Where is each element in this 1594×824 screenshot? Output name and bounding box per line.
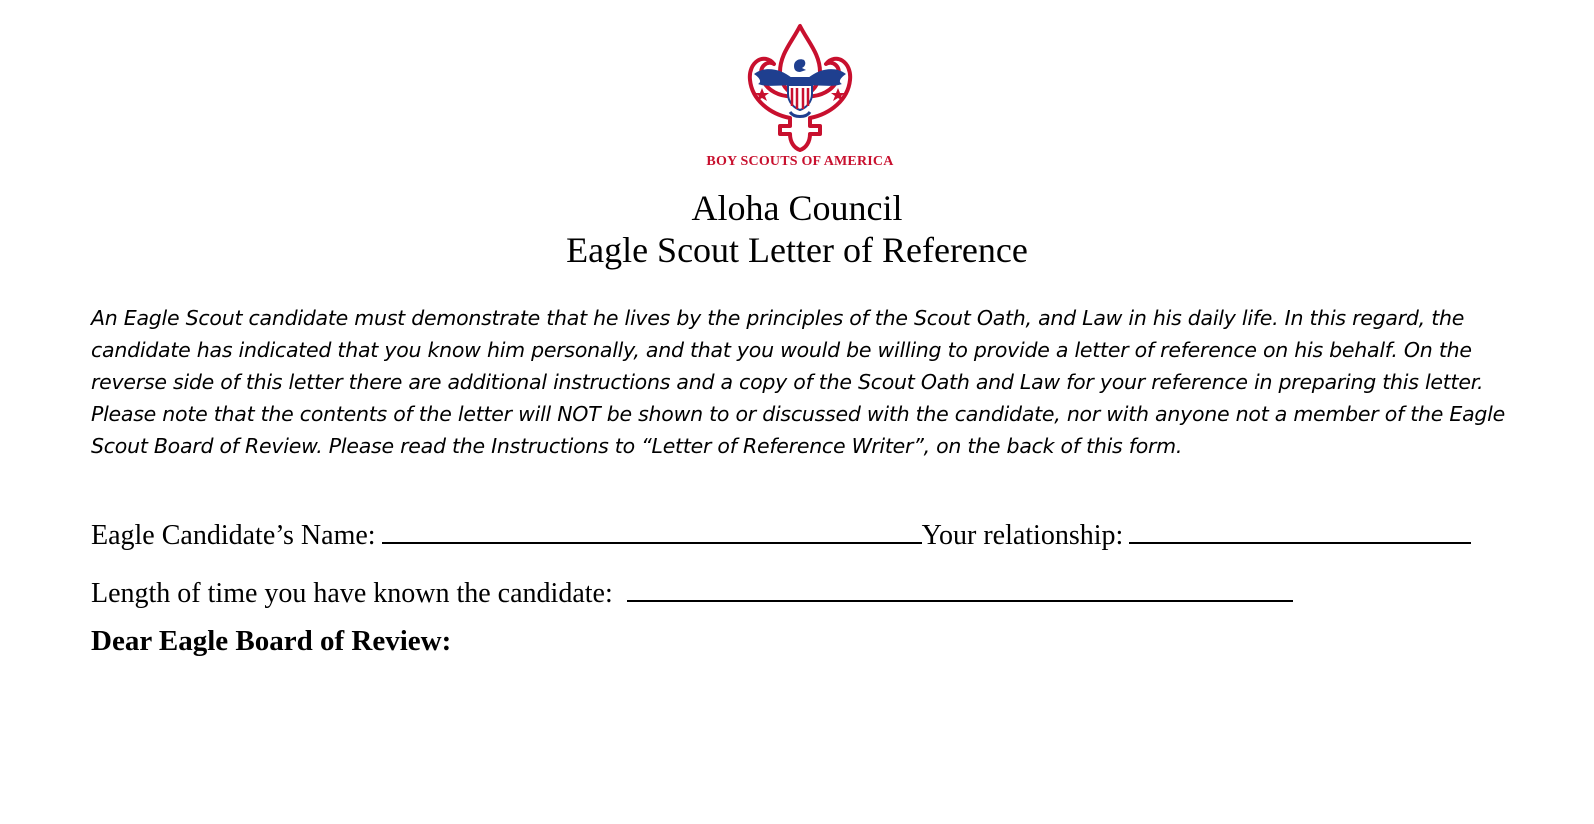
council-title: Aloha Council <box>691 188 903 228</box>
candidate-relationship-row <box>91 516 1471 552</box>
candidate-name-field[interactable] <box>382 516 922 544</box>
time-known-field[interactable] <box>627 574 1293 602</box>
relationship-label: Your relationship: <box>921 520 1124 551</box>
bsa-fleur-de-lis-eagle-icon <box>740 22 860 152</box>
time-known-row <box>91 574 1293 610</box>
time-known-label: Length of time you have known the candidate: <box>91 578 613 609</box>
intro-paragraph: An Eagle Scout candidate must demonstrate that he lives by the principles of the Scout Oath, and Law in his daily life. In this regard, the candidate has indicated that you know him personally, and that you would be willing to provide a letter of reference on his behalf. On the reverse side of this letter there are additional instructions and a copy of the Scout Oath and Law for your reference in preparing this letter. Please note that the contents of the letter will NOT be shown to or discussed with the candidate, nor with anyone not a member of the Eagle Scout Board of Review. Please read the Instructions to “Letter of Reference Writer”, on the back of this form. <box>91 306 1505 458</box>
bsa-logo-text: BOY SCOUTS OF AMERICA <box>706 154 894 169</box>
form-title: Eagle Scout Letter of Reference <box>566 230 1028 270</box>
letter-salutation: Dear Eagle Board of Review: <box>91 625 452 657</box>
candidate-name-label: Eagle Candidate’s Name: <box>91 520 376 551</box>
relationship-field[interactable] <box>1129 516 1471 544</box>
bsa-logo <box>690 22 910 172</box>
